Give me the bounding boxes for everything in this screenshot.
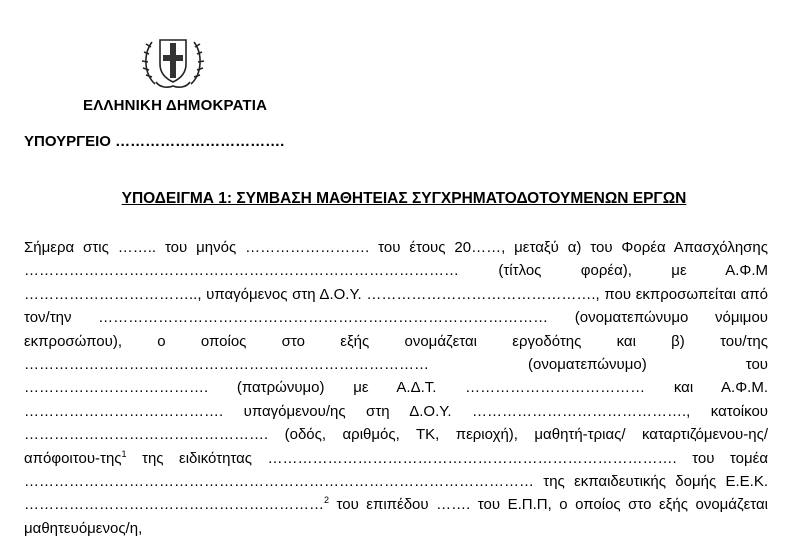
body-line <box>24 447 768 470</box>
footnote-ref: 1 <box>121 448 127 459</box>
body-text: της ειδικότητας ………………………………………………………………………. του τομέα <box>126 449 768 467</box>
greek-state-emblem-icon <box>140 30 206 92</box>
body-line: τον/την ……………………………………………………………………………… (ονοματεπώνυμο νόμιμου <box>24 309 768 327</box>
body-line: ……………………………………………………………………… (ονοματεπώνυμο) του <box>24 355 768 373</box>
body-line: …………………………………………………………………………… (τίτλος φορέα), με Α.Φ.Μ <box>24 262 768 280</box>
body-line: εκπροσώπου), ο οποίος στο εξής ονομάζεται εργοδότης και β) του/της <box>24 332 768 350</box>
body-text: απόφοιτου-της <box>24 449 122 467</box>
republic-heading: ΕΛΛΗΝΙΚΗ ΔΗΜΟΚΡΑΤΙΑ <box>83 97 268 114</box>
body-line: μαθητευόμενος/η, <box>24 519 143 537</box>
body-text: του επιπέδου ……. του Ε.Π.Π, ο οποίος στο εξής ονομάζεται <box>329 496 768 514</box>
ministry-line: ΥΠΟΥΡΓΕΙΟ ……………………………. <box>24 133 285 150</box>
body-line: …………………………………………. (οδός, αριθμός, ΤΚ, περιοχή), μαθητή-τριας/ καταρτιζόμενου-ης/ <box>24 426 768 444</box>
body-line: …………………………………. υπαγόμενου/ης στη Δ.Ο.Υ. ……………………………………., κατοίκου <box>24 402 768 420</box>
footnote-ref: 2 <box>324 495 330 506</box>
body-line: Σήμερα στις …….. του μηνός ……………………. του έτους 20……, μεταξύ α) του Φορέα Απασχόλησης <box>24 239 768 256</box>
body-line: ………………………………. (πατρώνυμο) με Α.Δ.Τ. ……………………………… και Α.Φ.Μ. <box>24 379 768 397</box>
contract-body <box>24 236 768 540</box>
body-line: ………………………………………………………………………………………… της εκπαιδευτικής δομής Ε.Ε.Κ. <box>24 472 768 490</box>
body-line: …………………………….., υπαγόμενος στη Δ.Ο.Υ. ………………………………………., που εκπροσωπείται από <box>24 285 768 303</box>
body-line <box>24 493 768 516</box>
body-text: …………………………………………………… <box>24 496 324 514</box>
document-title: ΥΠΟΔΕΙΓΜΑ 1: ΣΥΜΒΑΣΗ ΜΑΘΗΤΕΙΑΣ ΣΥΓΧΡΗΜΑΤΟΔΟΤΟΥΜΕΝΩΝ ΕΡΓΩΝ <box>121 190 687 207</box>
